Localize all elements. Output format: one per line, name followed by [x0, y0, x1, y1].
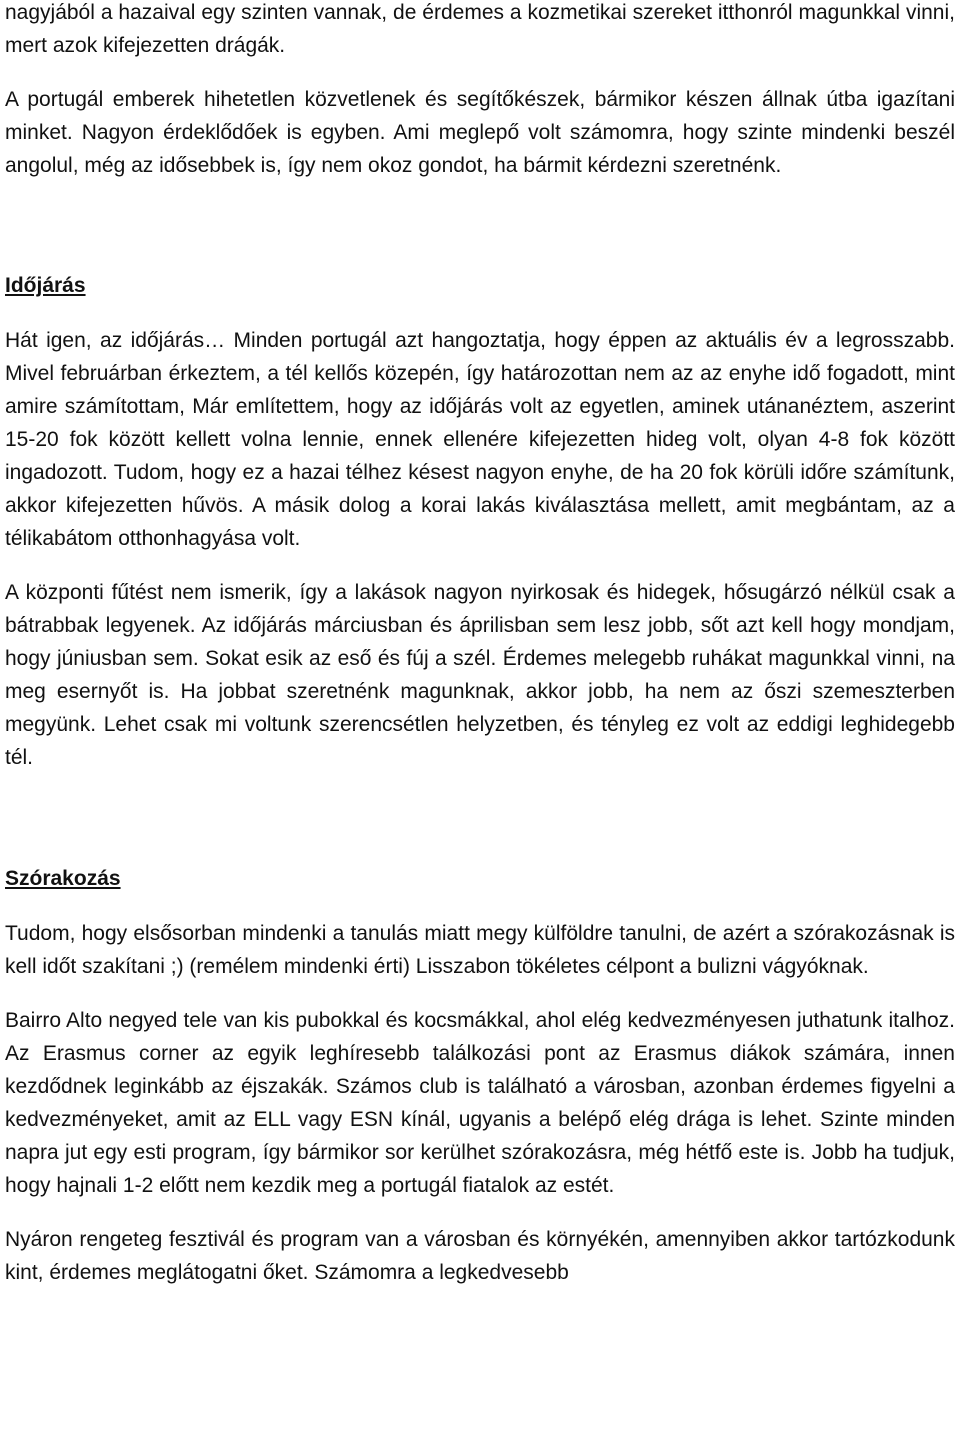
heading-entertainment: Szórakozás — [5, 867, 121, 890]
paragraph-entertainment-1: Tudom, hogy elsősorban mindenki a tanulás miatt megy külföldre tanulni, de azért a szórakozásnak is kell időt szakítani ;) (remélem mindenki érti) Lisszabon tökéletes célpont a bulizni vágyóknak. — [5, 922, 955, 978]
paragraph-entertainment-2: Bairro Alto negyed tele van kis pubokkal és kocsmákkal, ahol elég kedvezményesen juthatunk italhoz. Az Erasmus corner az egyik leghíresebb találkozási pont az Erasmus diákok számára, innen kezdődnek leginkább az éjszakák. Számos club is található a városban, azonban érdemes figyelni a kedvezményeket, amit az ELL vagy ESN kínál, ugyanis a belépő elég drága is lehet. Szinte minden napra jut egy esti program, így bármikor sor kerülhet szórakozásra, még hétfő este is. Jobb ha tudjuk, hogy hajnali 1-2 előtt nem kezdik meg a portugál fiatalok az estét. — [5, 1009, 955, 1197]
heading-weather: Időjárás — [5, 274, 86, 297]
document-page — [5, 0, 955, 1289]
paragraph-weather-2: A központi fűtést nem ismerik, így a lakások nagyon nyirkosak és hidegek, hősugárzó nélkül csak a bátrabbak legyenek. Az időjárás márciusban és áprilisban sem lesz jobb, sőt azt kell hogy mondjam, hogy júniusban sem. Sokat esik az eső és fúj a szél. Érdemes melegebb ruhákat magunkkal vinni, na meg esernyőt is. Ha jobbat szeretnénk magunknak, akkor jobb, ha nem az őszi szemeszterben megyünk. Lehet csak mi voltunk szerencsétlen helyzetben, és tényleg ez volt az eddigi leghidegebb tél. — [5, 581, 955, 769]
paragraph-people: A portugál emberek hihetetlen közvetlenek és segítőkészek, bármikor készen állnak útba igazítani minket. Nagyon érdeklődőek is egyben. Ami meglepő volt számomra, hogy szinte mindenki beszél angolul, még az idősebbek is, így nem okoz gondot, ha bármit kérdezni szeretnénk. — [5, 88, 955, 177]
paragraph-entertainment-3: Nyáron rengeteg fesztivál és program van a városban és környékén, amennyiben akkor tartózkodunk kint, érdemes meglátogatni őket. Számomra a legkedvesebb — [5, 1228, 955, 1284]
paragraph-cosmetics: nagyjából a hazaival egy szinten vannak, de érdemes a kozmetikai szereket itthonról magunkkal vinni, mert azok kifejezetten drágák. — [5, 1, 955, 57]
paragraph-weather-1: Hát igen, az időjárás… Minden portugál azt hangoztatja, hogy éppen az aktuális év a legrosszabb. Mivel februárban érkeztem, a tél kellős közepén, így határozottan nem az az enyhe idő fogadott, mint amire számítottam, Már említettem, hogy az időjárás volt az egyetlen, aminek utánanéztem, aszerint 15-20 fok között kellett volna lennie, ennek ellenére kifejezetten hideg volt, olyan 4-8 fok között ingadozott. Tudom, hogy ez a hazai télhez késest nagyon enyhe, de ha 20 fok körüli időre számítunk, akkor kifejezetten hűvös. A másik dolog a korai lakás kiválasztása mellett, amit megbántam, az a télikabátom otthonhagyása volt. — [5, 329, 955, 550]
